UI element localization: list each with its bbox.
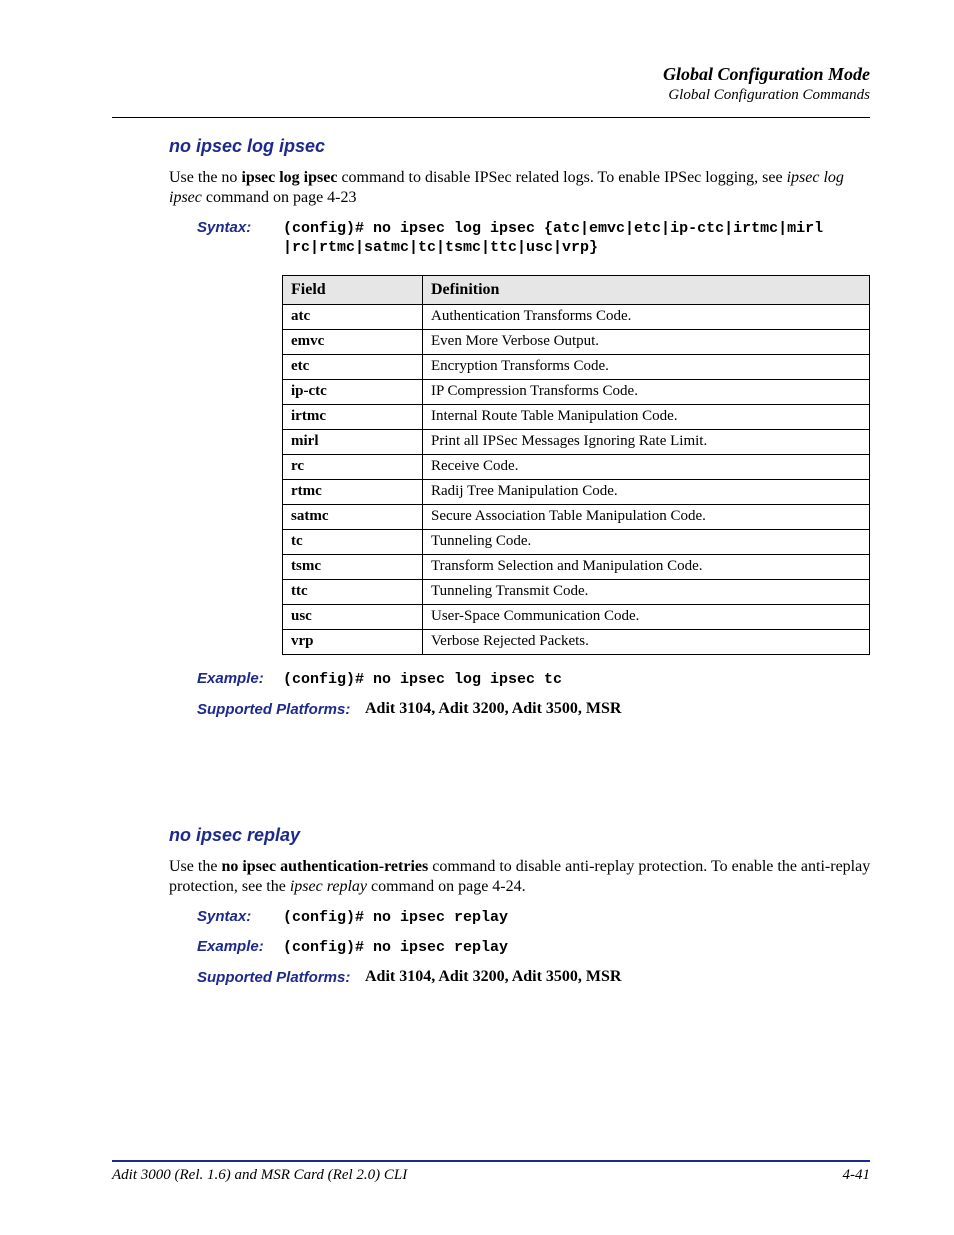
table-row [283, 580, 870, 605]
desc-text: command to disable IPSec related logs. To enable IPSec logging, see [337, 169, 787, 186]
definition-cell: Verbose Rejected Packets. [423, 630, 870, 655]
syntax-label: Syntax: [197, 908, 252, 925]
desc-text: command to disable anti-replay protection. To enable the anti-replay protection, see the [169, 858, 871, 895]
definition-cell: Encryption Transforms Code. [423, 355, 870, 380]
table-row [283, 605, 870, 630]
syntax-line: |rc|rtmc|satmc|tc|tsmc|ttc|usc|vrp} [283, 239, 599, 256]
column-header-field: Field [283, 276, 423, 305]
section-description [169, 857, 871, 897]
column-header-definition: Definition [423, 276, 870, 305]
table-row [283, 355, 870, 380]
example-label: Example: [197, 670, 264, 687]
field-cell: ip-ctc [283, 380, 423, 405]
desc-text: command on page 4-24. [367, 878, 526, 895]
field-cell: irtmc [283, 405, 423, 430]
definition-cell: User-Space Communication Code. [423, 605, 870, 630]
page-header-subtitle: Global Configuration Commands [668, 87, 870, 103]
field-cell: atc [283, 305, 423, 330]
syntax-line: (config)# no ipsec replay [283, 909, 509, 926]
table-row [283, 505, 870, 530]
field-cell: mirl [283, 430, 423, 455]
table-row [283, 305, 870, 330]
table-row [283, 630, 870, 655]
example-command: (config)# no ipsec replay [283, 939, 509, 956]
desc-text: Use the [169, 858, 222, 875]
definition-cell: Tunneling Code. [423, 530, 870, 555]
supported-platforms-label: Supported Platforms: [197, 701, 351, 718]
page-number: 4-41 [842, 1167, 870, 1183]
desc-reference: ipsec log ipsec [169, 169, 844, 206]
desc-command: ipsec log ipsec [241, 169, 338, 186]
field-cell: usc [283, 605, 423, 630]
definition-cell: Print all IPSec Messages Ignoring Rate Limit. [423, 430, 870, 455]
supported-platforms-value: Adit 3104, Adit 3200, Adit 3500, MSR [365, 968, 622, 985]
table-row [283, 405, 870, 430]
field-definition-table [282, 275, 870, 655]
table-row [283, 330, 870, 355]
example-command: (config)# no ipsec log ipsec tc [283, 671, 563, 688]
footer-divider [112, 1160, 870, 1162]
syntax-label: Syntax: [197, 219, 252, 236]
field-cell: rtmc [283, 480, 423, 505]
field-cell: etc [283, 355, 423, 380]
field-cell: tsmc [283, 555, 423, 580]
definition-cell: Authentication Transforms Code. [423, 305, 870, 330]
definition-cell: Transform Selection and Manipulation Code. [423, 555, 870, 580]
field-cell: satmc [283, 505, 423, 530]
desc-reference: ipsec replay [289, 878, 367, 895]
desc-text: command on page 4-23 [201, 189, 357, 206]
section-title-no-ipsec-log-ipsec: no ipsec log ipsec [169, 136, 326, 156]
table-row [283, 380, 870, 405]
page-header-title: Global Configuration Mode [662, 64, 870, 84]
definition-cell: Radij Tree Manipulation Code. [423, 480, 870, 505]
definition-cell: Even More Verbose Output. [423, 330, 870, 355]
syntax-line: (config)# no ipsec log ipsec {atc|emvc|etc|ip-ctc|irtmc|mirl [283, 220, 824, 237]
section-description [169, 168, 871, 208]
section-title-no-ipsec-replay: no ipsec replay [169, 825, 301, 845]
field-cell: vrp [283, 630, 423, 655]
table-row [283, 455, 870, 480]
footer-document-title: Adit 3000 (Rel. 1.6) and MSR Card (Rel 2.0) CLI [112, 1167, 408, 1183]
table-row [283, 555, 870, 580]
definition-cell: Internal Route Table Manipulation Code. [423, 405, 870, 430]
field-cell: ttc [283, 580, 423, 605]
table-row [283, 430, 870, 455]
header-divider [112, 117, 870, 118]
desc-command: no ipsec authentication-retries [221, 858, 429, 875]
table-row [283, 530, 870, 555]
field-cell: emvc [283, 330, 423, 355]
definition-cell: Secure Association Table Manipulation Code. [423, 505, 870, 530]
supported-platforms-label: Supported Platforms: [197, 969, 351, 986]
table-row [283, 480, 870, 505]
field-cell: rc [283, 455, 423, 480]
field-cell: tc [283, 530, 423, 555]
definition-cell: Receive Code. [423, 455, 870, 480]
example-label: Example: [197, 938, 264, 955]
supported-platforms-value: Adit 3104, Adit 3200, Adit 3500, MSR [365, 700, 622, 717]
table-header-row [283, 276, 870, 305]
definition-cell: Tunneling Transmit Code. [423, 580, 870, 605]
desc-text: Use the no [169, 169, 242, 186]
definition-cell: IP Compression Transforms Code. [423, 380, 870, 405]
